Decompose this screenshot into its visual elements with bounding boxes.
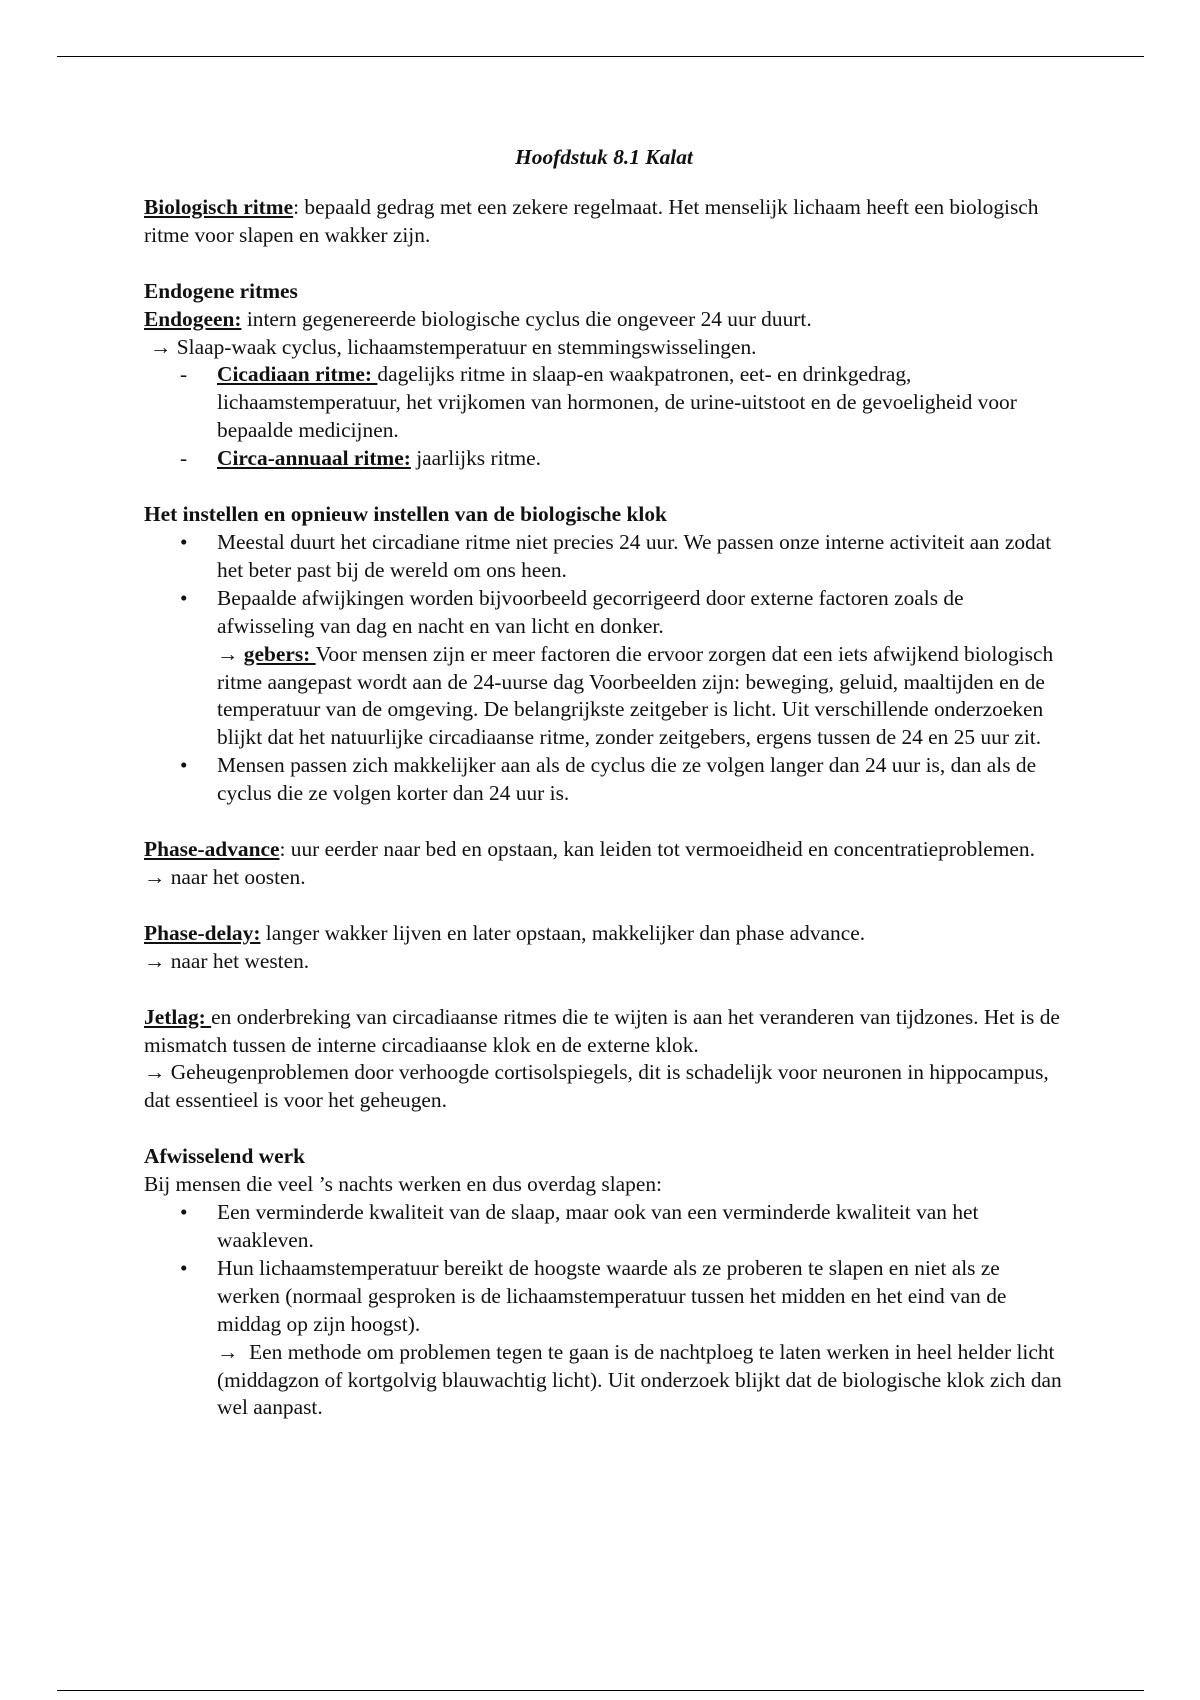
item-text: dagelijks ritme in slaap-en waakpatronen, eet- en drinkgedrag, lichaamstemperatuur, het vrijkomen van hormonen, de urine-uitstoot en de gevoeligheid voor bepaalde medicijnen. [217, 362, 1017, 443]
endogeen-arrow-line [144, 334, 1064, 362]
heading-endogene-ritmes: Endogene ritmes [144, 278, 298, 303]
header-rule [57, 56, 1144, 57]
phase-delay-arrow-line [144, 948, 1064, 976]
term-phase-delay: Phase-delay: [144, 920, 261, 945]
jetlag-text: en onderbreking van circadiaanse ritmes die te wijten is aan het veranderen van tijdzones. Het is de mismatch tussen de interne circadiaanse klok en de externe klok. [144, 1004, 1060, 1057]
jetlag-arrow-text: Geheugenproblemen door verhoogde cortisolspiegels, dit is schadelijk voor neuronen in hippocampus, dat essentieel is voor het geheugen. [144, 1060, 1049, 1113]
list-item [144, 1199, 1064, 1255]
jetlag-arrow-line [144, 1059, 1064, 1115]
phase-advance-paragraph [144, 836, 1064, 864]
dash-marker: - [180, 362, 188, 387]
phase-advance-text: : uur eerder naar bed en opstaan, kan leiden tot vermoeidheid en concentratieproblemen. [279, 837, 1035, 862]
term-gebers: gebers: [243, 641, 316, 666]
arrow-icon: → [217, 1339, 239, 1364]
bullet-icon: • [180, 753, 188, 778]
item-subtext: Een methode om problemen tegen te gaan is de nachtploeg te laten werken in heel helder licht (middagzon of kortgolvig blauwachtig licht). Uit onderzoek blijkt dat de biologische klok zich dan wel aanpast. [217, 1339, 1068, 1420]
term-biologisch-ritme: Biologisch ritme [144, 194, 294, 219]
phase-advance-arrow-line [144, 864, 1064, 892]
list-item [144, 1255, 1068, 1422]
document-title: Hoofdstuk 8.1 Kalat [515, 145, 693, 169]
phase-delay-text: langer wakker lijven en later opstaan, makkelijker dan phase advance. [260, 920, 866, 945]
term-endogeen: Endogeen: [144, 306, 242, 331]
arrow-icon: → [144, 864, 166, 889]
arrow-icon: → [144, 948, 166, 973]
bullet-icon: • [180, 1200, 188, 1225]
footer-rule [57, 1690, 1144, 1691]
item-text: Een verminderde kwaliteit van de slaap, maar ook van een verminderde kwaliteit van het waakleven. [217, 1200, 979, 1252]
endogeen-text: intern gegenereerde biologische cyclus die ongeveer 24 uur duurt. [241, 306, 812, 331]
item-text: Bepaalde afwijkingen worden bijvoorbeeld gecorrigeerd door externe factoren zoals de afwisseling van dag en nacht en van licht en donker. [217, 585, 964, 638]
document-page [144, 144, 1068, 1422]
heading-biologische-klok: Het instellen en opnieuw instellen van de biologische klok [144, 502, 667, 527]
klok-list [144, 529, 1064, 808]
list-item [144, 585, 1064, 752]
list-item [144, 752, 1064, 808]
bullet-icon: • [180, 1255, 188, 1280]
jetlag-paragraph [144, 1004, 1064, 1060]
phase-delay-arrow-text: naar het westen. [165, 948, 310, 973]
phase-advance-arrow-text: naar het oosten. [165, 864, 306, 889]
item-text: Hun lichaamstemperatuur bereikt de hoogste waarde als ze proberen te slapen en niet als ze werken (normaal gesproken is de lichaamstemperatuur tussen het midden en het eind van de middag op zijn hoogst). [217, 1255, 1007, 1336]
intro-text: : bepaald gedrag met een zekere regelmaat. Het menselijk lichaam heeft een biologisch ritme voor slapen en wakker zijn. [144, 194, 1039, 247]
list-item [144, 361, 1064, 445]
item-subtext: Voor mensen zijn er meer factoren die ervoor zorgen dat een iets afwijkend biologisch ritme aangepast wordt aan de 24-uurse dag Voorbeelden zijn: beweging, geluid, maaltijden en de temperatuur van de omgeving. De belangrijkste zeitgeber is licht. Uit verschillende onderzoeken blijkt dat het natuurlijke circadiaanse ritme, zonder zeitgebers, ergens tussen de 24 en 25 uur zit. [217, 641, 1054, 750]
phase-delay-paragraph [144, 920, 1064, 948]
werk-list [144, 1199, 1068, 1422]
heading-afwisselend-werk: Afwisselend werk [144, 1144, 306, 1169]
term-cicadiaan-ritme: Cicadiaan ritme: [217, 362, 378, 387]
intro-paragraph [144, 194, 1064, 250]
arrow-icon: → [217, 641, 239, 666]
term-circa-annuaal-ritme: Circa-annuaal ritme: [217, 446, 411, 471]
dash-marker: - [180, 446, 188, 471]
term-phase-advance: Phase-advance [144, 837, 280, 862]
list-item [144, 445, 1064, 473]
term-jetlag: Jetlag: [144, 1004, 212, 1029]
item-text: jaarlijks ritme. [410, 446, 541, 471]
werk-intro: Bij mensen die veel ’s nachts werken en dus overdag slapen: [144, 1172, 662, 1197]
item-text: Meestal duurt het circadiane ritme niet precies 24 uur. We passen onze interne activiteit aan zodat het beter past bij de wereld om ons heen. [217, 529, 1052, 582]
arrow-icon: → [150, 334, 172, 359]
arrow-icon: → [144, 1060, 166, 1085]
bullet-icon: • [180, 529, 188, 554]
item-text: Mensen passen zich makkelijker aan als de cyclus die ze volgen langer dan 24 uur is, dan als de cyclus die ze volgen korter dan 24 uur is. [217, 753, 1037, 806]
list-item [144, 529, 1064, 585]
endogeen-definition [144, 306, 1064, 334]
bullet-icon: • [180, 585, 188, 610]
endogeen-arrow-text: Slaap-waak cyclus, lichaamstemperatuur en stemmingswisselingen. [171, 334, 757, 359]
endogeen-list [144, 361, 1064, 473]
